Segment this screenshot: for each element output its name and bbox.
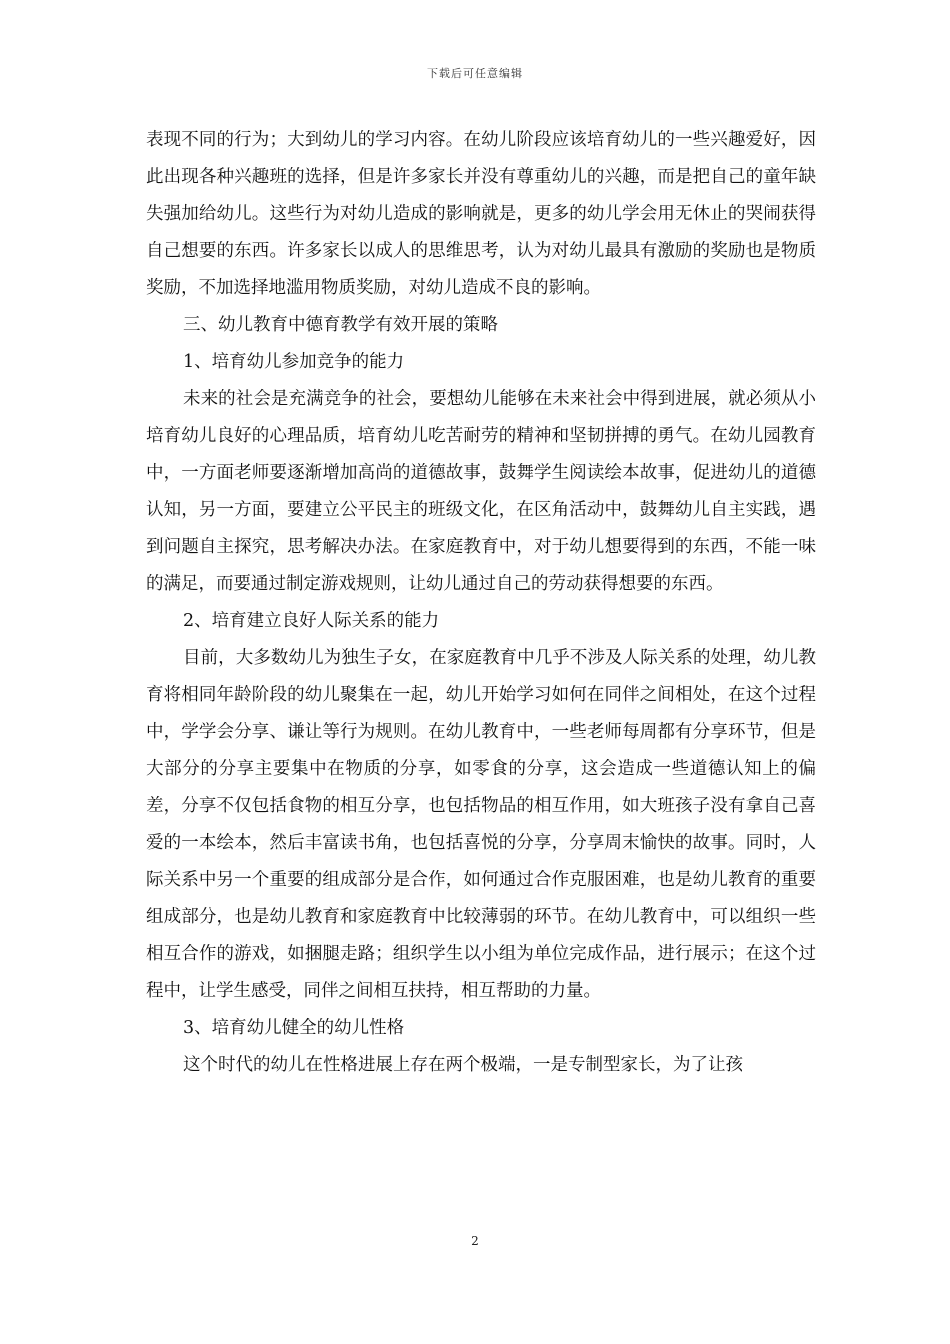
subsection-heading-2: 2、培育建立良好人际关系的能力 (183, 611, 440, 631)
subsection-heading-3: 3、培育幼儿健全的幼儿性格 (183, 1018, 405, 1038)
subsection-heading-1: 1、培育幼儿参加竞争的能力 (183, 352, 405, 372)
document-body (146, 122, 816, 1084)
paragraph-continuation: 表现不同的行为；大到幼儿的学习内容。在幼儿阶段应该培育幼儿的一些兴趣爱好，因此出现各种兴趣班的选择，但是许多家长并没有尊重幼儿的兴趣，而是把自己的童年缺失强加给幼儿。这些行为对幼儿造成的影响就是，更多的幼儿学会用无休止的哭闹获得自己想要的东西。许多家长以成人的思维思考，认为对幼儿最具有激励的奖励也是物质奖励，不加选择地滥用物质奖励，对幼儿造成不良的影响。 (146, 130, 816, 298)
page-header: 下载后可任意编辑 (427, 67, 523, 80)
paragraph-competition: 未来的社会是充满竞争的社会，要想幼儿能够在未来社会中得到进展，就必须从小培育幼儿良好的心理品质，培育幼儿吃苦耐劳的精神和坚韧拼搏的勇气。在幼儿园教育中，一方面老师要逐渐增加高尚的道德故事，鼓舞学生阅读绘本故事，促进幼儿的道德认知，另一方面，要建立公平民主的班级文化，在区角活动中，鼓舞幼儿自主实践，遇到问题自主探究，思考解决办法。在家庭教育中，对于幼儿想要得到的东西，不能一味的满足，而要通过制定游戏规则，让幼儿通过自己的劳动获得想要的东西。 (146, 389, 816, 594)
section-heading-3: 三、幼儿教育中德育教学有效开展的策略 (183, 315, 498, 335)
paragraph-personality: 这个时代的幼儿在性格进展上存在两个极端，一是专制型家长，为了让孩 (183, 1055, 743, 1075)
page-number: 2 (471, 1234, 479, 1248)
paragraph-relationships: 目前，大多数幼儿为独生子女，在家庭教育中几乎不涉及人际关系的处理，幼儿教育将相同年龄阶段的幼儿聚集在一起，幼儿开始学习如何在同伴之间相处，在这个过程中，学学会分享、谦让等行为规则。在幼儿教育中，一些老师每周都有分享环节，但是大部分的分享主要集中在物质的分享，如零食的分享，这会造成一些道德认知上的偏差，分享不仅包括食物的相互分享，也包括物品的相互作用，如大班孩子没有拿自己喜爱的一本绘本，然后丰富读书角，也包括喜悦的分享，分享周末愉快的故事。同时，人际关系中另一个重要的组成部分是合作，如何通过合作克服困难，也是幼儿教育的重要组成部分，也是幼儿教育和家庭教育中比较薄弱的环节。在幼儿教育中，可以组织一些相互合作的游戏，如捆腿走路；组织学生以小组为单位完成作品，进行展示；在这个过程中，让学生感受，同伴之间相互扶持，相互帮助的力量。 (146, 648, 816, 1001)
